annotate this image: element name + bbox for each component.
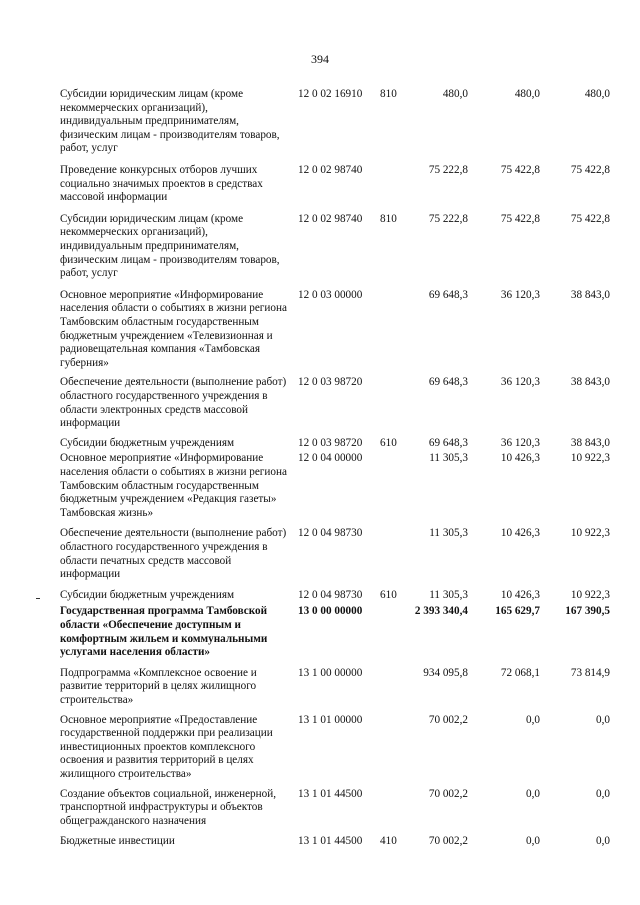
row-value-3: 0,0 — [596, 835, 610, 848]
row-value-3: 480,0 — [584, 88, 610, 100]
row-value-2: 36 120,3 — [500, 376, 540, 389]
row-value-1: 934 095,8 — [423, 666, 468, 679]
row-name: Основное мероприятие «Предоставление государственной поддержки при реализации инвестиционных проектов комплексного освоения и развития территорий в целях жилищного строительства» — [60, 713, 273, 780]
row-value-2: 10 426,3 — [500, 452, 540, 465]
row-name: Субсидии юридическим лицам (кроме некоммерческих организаций), индивидуальным предпринимателям, физическим лицам - производителям товаров, работ, услуг — [60, 212, 280, 280]
row-code: 12 0 02 98740 — [298, 212, 363, 225]
row-value-2: 72 068,1 — [500, 666, 540, 679]
row-value-1: 11 305,3 — [429, 527, 468, 540]
row-code: 12 0 04 98730 — [298, 527, 363, 540]
table-row — [0, 605, 640, 666]
row-value-2: 75 422,8 — [500, 212, 540, 225]
row-value-3: 38 843,0 — [570, 288, 610, 301]
row-code: 12 0 04 00000 — [298, 452, 363, 465]
row-name: Обеспечение деятельности (выполнение работ) областного государственного учреждения в области печатных средств массовой информации — [60, 527, 287, 581]
row-value-2: 10 426,3 — [500, 527, 540, 540]
row-vr: 810 — [380, 212, 397, 225]
row-value-3: 75 422,8 — [570, 212, 610, 225]
row-value-1: 75 222,8 — [428, 212, 468, 225]
row-value-3: 0,0 — [596, 787, 610, 800]
table-row — [0, 589, 640, 606]
row-name: Основное мероприятие «Информирование населения области о событиях в жизни региона Тамбовским областным государственным бюджетным учреждением «Телевизионная и радиовещательная компания «Тамбовская губерния» — [60, 288, 287, 369]
row-code: 13 1 01 44500 — [298, 787, 363, 800]
row-vr: 610 — [380, 588, 397, 601]
row-value-1: 70 002,2 — [428, 713, 468, 726]
row-value-2: 0,0 — [526, 835, 540, 848]
row-name: Проведение конкурсных отборов лучших социально значимых проектов в средствах массовой информации — [60, 164, 263, 204]
row-code: 12 0 04 98730 — [298, 588, 363, 601]
row-value-3: 167 390,5 — [565, 605, 610, 618]
row-code: 13 1 01 00000 — [298, 713, 363, 726]
row-vr: 810 — [380, 88, 397, 100]
row-code: 13 0 00 00000 — [298, 605, 363, 618]
row-value-1: 75 222,8 — [428, 164, 468, 176]
row-value-2: 0,0 — [526, 713, 540, 726]
table-row — [0, 452, 640, 527]
row-value-3: 73 814,9 — [570, 666, 610, 679]
row-code: 12 0 02 16910 — [298, 88, 363, 100]
row-vr: 610 — [380, 436, 397, 449]
row-value-2: 36 120,3 — [500, 288, 540, 301]
table-row — [0, 289, 640, 377]
table-row — [0, 164, 640, 213]
row-value-3: 38 843,0 — [570, 436, 610, 449]
table-row — [0, 835, 640, 849]
row-value-1: 70 002,2 — [428, 787, 468, 800]
row-value-1: 69 648,3 — [428, 288, 468, 301]
row-name: Бюджетные инвестиции — [60, 835, 175, 848]
row-value-1: 11 305,3 — [429, 452, 468, 465]
row-name: Субсидии бюджетным учреждениям — [60, 588, 235, 601]
row-value-2: 36 120,3 — [500, 436, 540, 449]
table-row — [0, 376, 640, 436]
row-code: 12 0 02 98740 — [298, 164, 363, 176]
row-value-2: 0,0 — [526, 787, 540, 800]
table-row — [0, 527, 640, 588]
row-value-3: 10 922,3 — [570, 452, 610, 465]
row-name: Обеспечение деятельности (выполнение работ) областного государственного учреждения в области электронных средств массовой информации — [60, 376, 287, 430]
row-value-1: 70 002,2 — [428, 835, 468, 848]
row-value-1: 69 648,3 — [428, 436, 468, 449]
row-name: Основное мероприятие «Информирование населения области о событиях в жизни региона Тамбовским областным государственным бюджетным учреждением «Редакция газеты» Тамбовская жизнь» — [60, 452, 287, 519]
table-row — [0, 714, 640, 788]
row-code: 13 1 01 44500 — [298, 835, 363, 848]
row-value-3: 0,0 — [596, 713, 610, 726]
row-value-1: 11 305,3 — [429, 588, 468, 601]
margin-mark — [36, 598, 40, 599]
budget-table — [0, 88, 640, 849]
table-row — [0, 88, 640, 164]
row-value-3: 75 422,8 — [570, 164, 610, 176]
row-value-2: 480,0 — [514, 88, 540, 100]
row-value-3: 10 922,3 — [570, 588, 610, 601]
row-value-2: 165 629,7 — [495, 605, 540, 618]
row-code: 13 1 00 00000 — [298, 666, 363, 679]
row-name: Подпрограмма «Комплексное освоение и развитие территорий в целях жилищного строительства» — [60, 666, 257, 706]
row-vr: 410 — [380, 835, 397, 848]
row-value-1: 480,0 — [442, 88, 468, 100]
table-row — [0, 667, 640, 714]
row-value-1: 2 393 340,4 — [414, 605, 468, 618]
table-row — [0, 437, 640, 453]
row-name: Субсидии юридическим лицам (кроме некоммерческих организаций), индивидуальным предпринимателям, физическим лицам - производителям товаров, работ, услуг — [60, 88, 280, 155]
table-row — [0, 213, 640, 289]
row-code: 12 0 03 98720 — [298, 436, 363, 449]
row-value-2: 75 422,8 — [500, 164, 540, 176]
table-row — [0, 788, 640, 836]
row-value-3: 38 843,0 — [570, 376, 610, 389]
row-code: 12 0 03 98720 — [298, 376, 363, 389]
row-name: Государственная программа Тамбовской области «Обеспечение доступным и комфортным жильем и коммунальными услугами населения области» — [60, 605, 268, 659]
row-value-3: 10 922,3 — [570, 527, 610, 540]
page-number: 394 — [311, 52, 329, 66]
row-name: Субсидии бюджетным учреждениям — [60, 436, 235, 449]
row-code: 12 0 03 00000 — [298, 288, 363, 301]
row-name: Создание объектов социальной, инженерной, транспортной инфраструктуры и объектов общегражданского назначения — [60, 787, 277, 827]
row-value-1: 69 648,3 — [428, 376, 468, 389]
row-value-2: 10 426,3 — [500, 588, 540, 601]
